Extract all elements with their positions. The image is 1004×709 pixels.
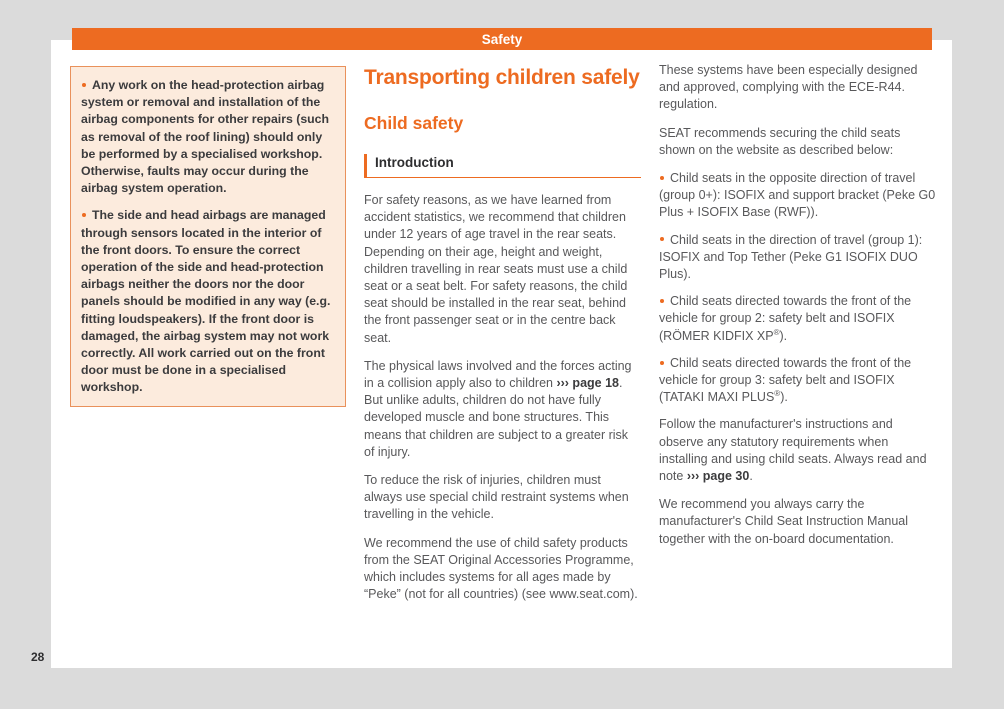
bullet-text: Child seats in the opposite direction of travel (group 0+): ISOFIX and support bracket (Peke G0 Plus + ISOFIX Base (RWF)). <box>659 171 936 220</box>
left-column <box>70 66 346 407</box>
chapter-title: Safety <box>481 31 523 47</box>
note-text: Any work on the head-protection airbag system or removal and installation of the airbag components for other repairs (such as removal of the roof lining) should only be performed by a specialised workshop. Otherwise, faults may occur during the airbag system operation. <box>81 78 330 196</box>
paragraph-text: We recommend you always carry the manufacturer's Child Seat Instruction Manual together with the on-board documentation. <box>659 497 909 546</box>
registered-mark: ® <box>774 389 781 399</box>
note-bullet-item <box>81 77 335 197</box>
bullet-icon <box>660 361 664 365</box>
chapter-header-bar <box>72 28 932 50</box>
section-heading: Introduction <box>364 154 641 178</box>
paragraph-text: SEAT recommends securing the child seats shown on the website as described below: <box>659 125 901 157</box>
bullet-icon <box>82 83 86 87</box>
page-reference: ››› page 18 <box>556 376 619 391</box>
page-number: 28 <box>31 650 45 664</box>
bullet-icon <box>660 237 664 241</box>
bullet-item <box>659 293 936 345</box>
paragraph-text: These systems have been especially designed and approved, complying with the ECE-R44. regulation. <box>659 63 918 112</box>
paragraph <box>364 535 641 604</box>
bullet-icon <box>82 213 86 217</box>
note-bullet-item <box>81 207 335 396</box>
bullet-icon <box>660 299 664 303</box>
center-column <box>364 63 641 614</box>
paragraph-text: We recommend the use of child safety products from the SEAT Original Accessories Programme, which includes systems for all ages made by “Peke” (not for all countries) (see www.seat.com). <box>364 535 638 602</box>
paragraph <box>364 472 641 524</box>
bullet-item <box>659 232 936 284</box>
airbag-note-box <box>70 66 346 407</box>
page-reference: ››› page 30 <box>686 469 750 484</box>
registered-mark: ® <box>773 327 780 337</box>
paragraph <box>659 62 936 114</box>
bullet-text: Child seats in the direction of travel (group 1): ISOFIX and Top Tether (Peke G1 ISOFIX DUO Plus). <box>659 232 923 282</box>
right-column <box>659 62 936 559</box>
bullet-text: Child seats directed towards the front of the vehicle for group 2: safety belt and ISOFIX (RÖMER KIDFIX XP <box>659 294 912 343</box>
paragraph <box>659 496 936 548</box>
page-title: Transporting children safely <box>364 66 640 89</box>
paragraph <box>659 416 936 485</box>
paragraph-text: For safety reasons, as we have learned from accident statistics, we recommend that children under 12 years of age travel in the rear seats. Depending on their age, height and weight, children travelling in rear seats must use a child seat or a seat belt. For safety reasons, the child seat should be installed in the rear seat, behind the front passenger seat or in the centre back seat. <box>364 193 628 345</box>
bullet-icon <box>660 176 664 180</box>
bullet-item <box>659 355 936 407</box>
paragraph-text: Follow the manufacturer's instructions and observe any statutory requirements when installing and using child seats. Always read and note <box>659 417 927 484</box>
paragraph-text: To reduce the risk of injuries, children must always use special child restraint systems when travelling in the vehicle. <box>364 473 629 522</box>
note-text: The side and head airbags are managed through sensors located in the interior of the front doors. To ensure the correct operation of the side and head-protection airbags neither the doors nor the door panels should be modified in any way (e.g. fitting loudspeakers). If the front door is damaged, the airbag system may not work correctly. All work carried out on the front door must be done in a specialised workshop. <box>81 208 331 395</box>
paragraph <box>364 358 641 461</box>
bullet-text: Child seats directed towards the front of the vehicle for group 3: safety belt and ISOFIX (TATAKI MAXI PLUS <box>659 355 912 405</box>
paragraph-text: . <box>749 469 753 484</box>
paragraph <box>659 125 936 159</box>
bullet-text: ). <box>780 390 788 405</box>
paragraph <box>364 192 641 347</box>
bullet-text: ). <box>779 328 788 343</box>
paragraph-text: . But unlike adults, children do not have fully developed muscle and bone structures. This means that children are subject to a greater risk of injury. <box>364 376 629 459</box>
paragraph-text: The physical laws involved and the forces acting in a collision apply also to children <box>364 358 632 391</box>
page-subtitle: Child safety <box>364 113 464 133</box>
bullet-item <box>659 170 936 222</box>
